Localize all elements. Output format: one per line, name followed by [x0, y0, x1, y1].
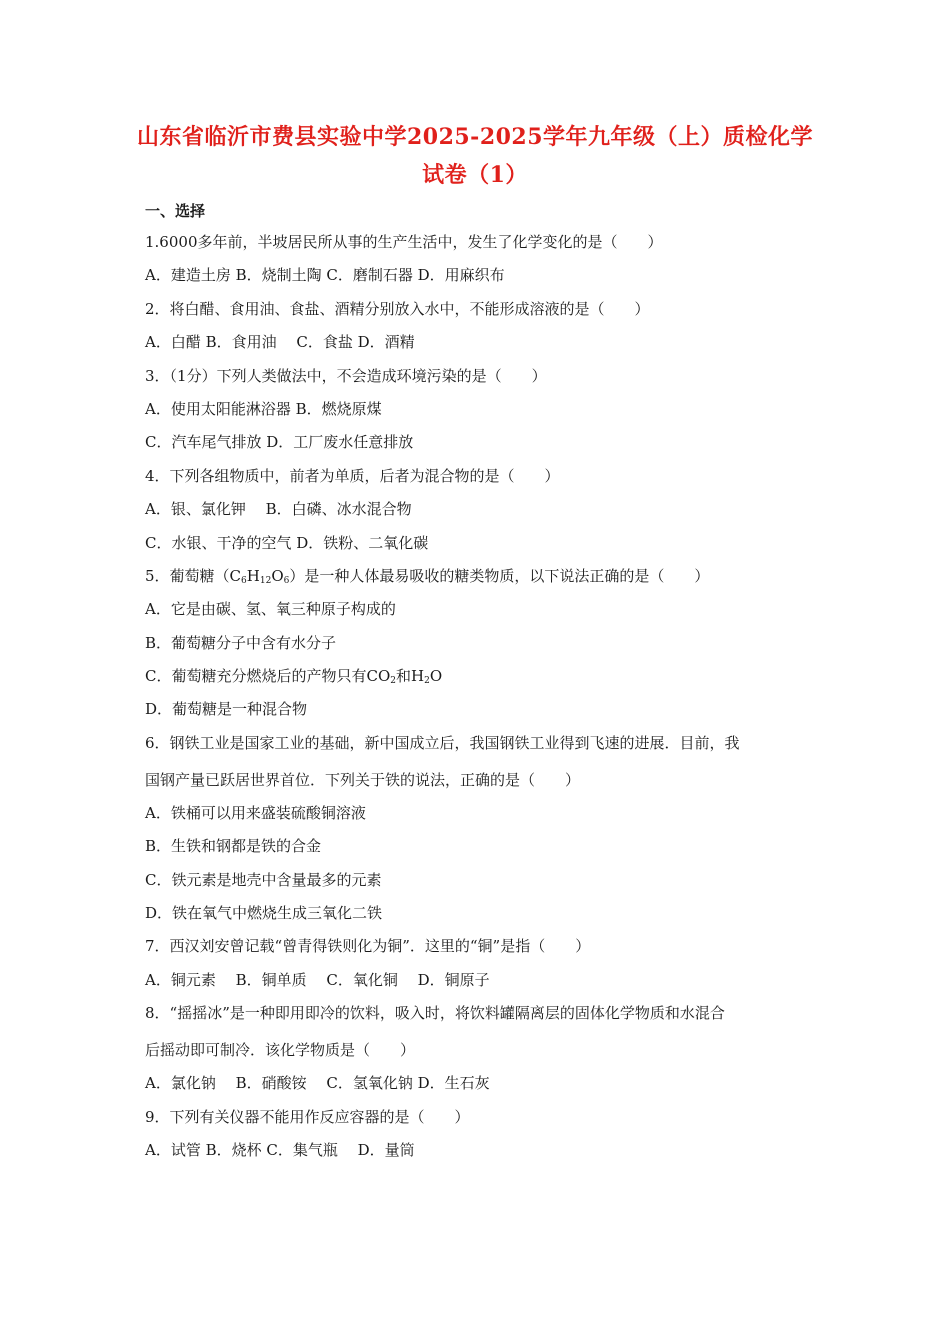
question-5-stem — [145, 565, 709, 592]
question-7-options: A．铜元素 B．铜单质 C．氧化铜 D．铜原子 — [145, 971, 490, 989]
question-4-options-cd: C．水银、干净的空气 D．铁粉、二氧化碳 — [145, 534, 429, 552]
question-4-stem: 4．下列各组物质中，前者为单质，后者为混合物的是（ ） — [145, 467, 560, 485]
section-heading: 一、选择 — [145, 202, 206, 220]
question-1-options: A．建造土房 B．烧制土陶 C．磨制石器 D．用麻织布 — [145, 266, 505, 284]
q5-opt-c-part: C．葡萄糖充分燃烧后的产物只有CO — [145, 667, 391, 685]
exam-title-line-2: 试卷（1） — [422, 162, 528, 188]
question-6-stem-line-2: 国钢产量已跃居世界首位．下列关于铁的说法，正确的是（ ） — [145, 771, 581, 789]
q5-opt-c-part: 和H — [396, 667, 425, 685]
q5-subscript: 6 — [241, 576, 247, 586]
question-1-stem: 1.6000多年前，半坡居民所从事的生产生活中，发生了化学变化的是（ ） — [145, 233, 663, 251]
question-6-option-c: C．铁元素是地壳中含量最多的元素 — [145, 871, 382, 889]
question-9-stem: 9．下列有关仪器不能用作反应容器的是（ ） — [145, 1108, 470, 1126]
q5-opt-c-subscript: 2 — [390, 676, 396, 686]
question-9-options: A．试管 B．烧杯 C．集气瓶 D．量筒 — [145, 1141, 415, 1159]
question-8-stem-line-2: 后摇动即可制冷．该化学物质是（ ） — [145, 1041, 416, 1059]
question-2-stem: 2．将白醋、食用油、食盐、酒精分别放入水中，不能形成溶液的是（ ） — [145, 300, 650, 318]
question-6-option-b: B．生铁和钢都是铁的合金 — [145, 837, 322, 855]
q5-stem-part: 5．葡萄糖（C — [145, 567, 242, 585]
q5-subscript: 6 — [283, 576, 290, 586]
q5-stem-part: H — [246, 567, 260, 585]
question-2-options: A．白醋 B．食用油 C．食盐 D．酒精 — [145, 333, 415, 351]
question-5-option-c — [145, 665, 442, 692]
question-6-stem-line-1: 6．钢铁工业是国家工业的基础，新中国成立后，我国钢铁工业得到飞速的进展．目前，我 — [145, 734, 740, 752]
question-3-options-ab: A．使用太阳能淋浴器 B．燃烧原煤 — [145, 400, 382, 418]
question-7-stem: 7．西汉刘安曾记载“曾青得铁则化为铜”．这里的“铜”是指（ ） — [145, 937, 591, 955]
q5-subscript: 12 — [259, 576, 272, 586]
question-6-option-a: A．铁桶可以用来盛装硫酸铜溶液 — [145, 804, 366, 822]
question-5-option-d: D．葡萄糖是一种混合物 — [145, 700, 308, 718]
exam-title-line-1: 山东省临沂市费县实验中学2025-2025学年九年级（上）质检化学 — [136, 124, 814, 150]
question-3-stem: 3．（1分）下列人类做法中，不会造成环境污染的是（ ） — [145, 367, 547, 385]
question-5-option-a: A．它是由碳、氢、氧三种原子构成的 — [145, 600, 396, 618]
q5-stem-part: ）是一种人体最易吸收的糖类物质，以下说法正确的是（ ） — [289, 567, 710, 585]
question-6-option-d: D．铁在氧气中燃烧生成三氧化二铁 — [145, 904, 383, 922]
question-8-stem-line-1: 8．“摇摇冰”是一种即用即冷的饮料，吸入时，将饮料罐隔离层的固体化学物质和水混合 — [145, 1004, 725, 1022]
q5-opt-c-part: O — [429, 667, 443, 685]
question-5-option-b: B．葡萄糖分子中含有水分子 — [145, 634, 337, 652]
question-4-options-ab: A．银、氯化钾 B．白磷、冰水混合物 — [145, 500, 412, 518]
q5-opt-c-subscript: 2 — [424, 676, 430, 686]
q5-stem-part: O — [271, 567, 284, 585]
question-3-options-cd: C．汽车尾气排放 D．工厂废水任意排放 — [145, 433, 414, 451]
question-8-options: A．氯化钠 B．硝酸铵 C．氢氧化钠 D．生石灰 — [145, 1074, 490, 1092]
